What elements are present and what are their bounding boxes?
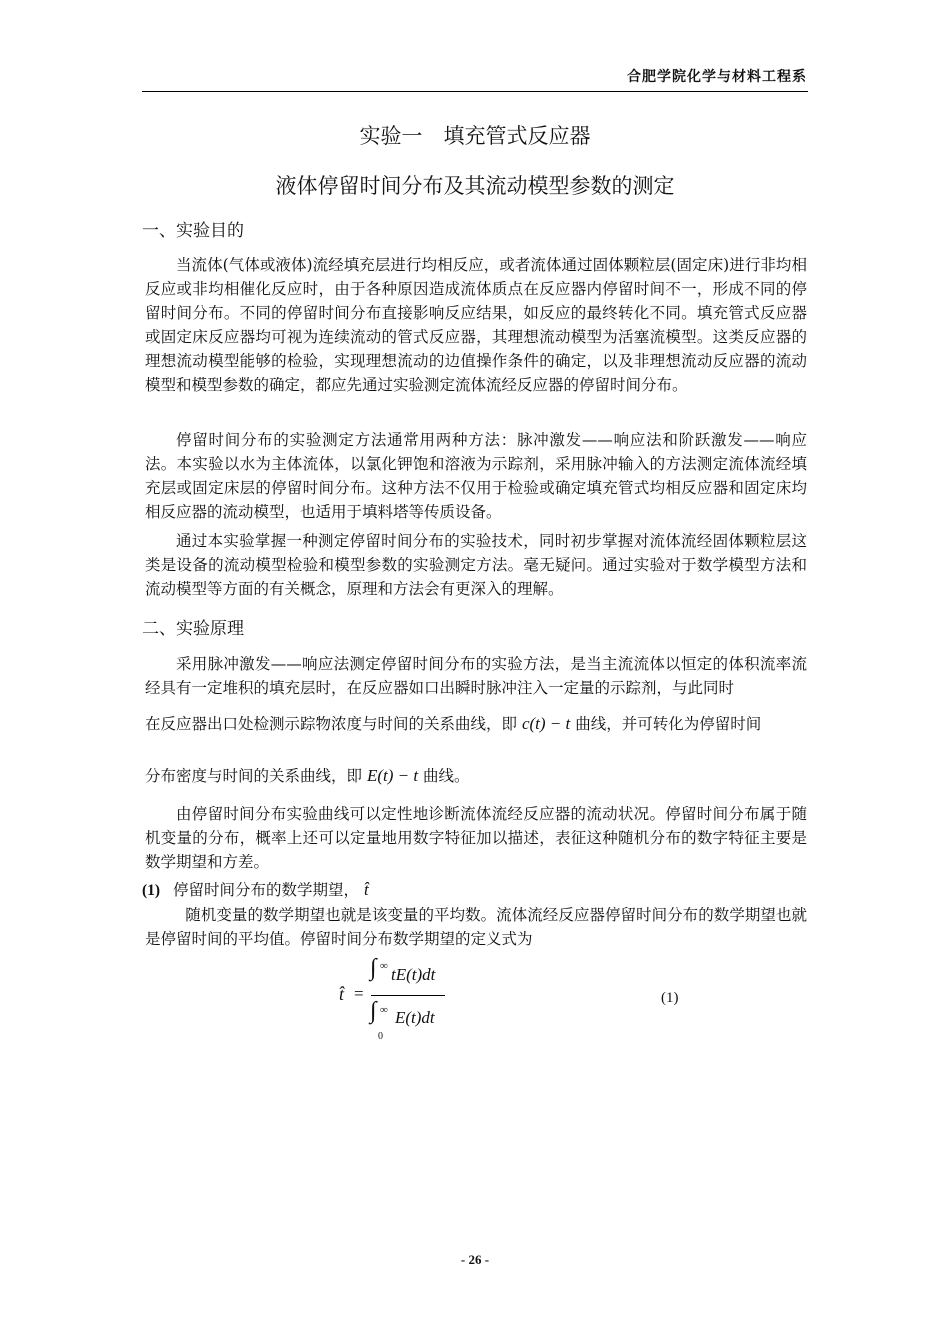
page-header: 合肥学院化学与材料工程系 <box>627 69 807 85</box>
page-number: - 26 - <box>460 1252 490 1267</box>
header-rule <box>142 91 808 92</box>
c-curve-text-after: 曲线，并可转化为停留时间 <box>575 715 762 733</box>
principle-line-e-curve <box>145 764 470 786</box>
numerator-integral-sign: ∫ <box>370 955 377 981</box>
c-curve-text-before: 在反应器出口处检测示踪物浓度与时间的关系曲线，即 <box>145 715 518 733</box>
c-curve-formula: c(t) − t <box>521 714 571 733</box>
equation-denominator: E(t)dt <box>395 1008 435 1027</box>
equation-lhs: t̂ <box>339 984 345 1004</box>
fraction-bar <box>371 995 445 996</box>
numerator-upper-limit: ∞ <box>380 960 388 972</box>
purpose-paragraph-3: 通过本实验掌握一种测定停留时间分布的实验技术，同时初步掌握对流体流经固体颗粒层这类是设备的流动模型检验和模型参数的实验测定方法。毫无疑问。通过实验对于数学模型方法和流动模型等方面的有关概念，原理和方法会有更深入的理解。 <box>145 532 807 598</box>
e-curve-text-before: 分布密度与时间的关系曲线，即 <box>145 767 363 785</box>
denominator-integral-sign: ∫ <box>370 998 377 1024</box>
principle-paragraph-1: 采用脉冲激发——响应法测定停留时间分布的实验方法，是当主流流体以恒定的体积流率流经具有一定堆积的填充层时，在反应器如口出瞬时脉冲注入一定量的示踪剂，与此同时 <box>145 655 807 697</box>
item-1-symbol: t̂ <box>363 880 369 899</box>
equation-numerator: tE(t)dt <box>391 965 436 984</box>
equation-equals: = <box>354 984 364 1003</box>
experiment-subtitle: 液体停留时间分布及其流动模型参数的测定 <box>275 174 675 198</box>
equation-number: (1) <box>661 990 679 1006</box>
item-1-number: (1) <box>142 882 161 899</box>
principle-paragraph-2: 由停留时间分布实验曲线可以定性地诊断流体流经反应器的流动状况。停留时间分布属于随机变量的分布，概率上还可以定量地用数字特征加以描述，表征这种随机分布的数字特征主要是数学期望和方差。 <box>145 805 807 871</box>
e-curve-text-after: 曲线。 <box>423 767 470 785</box>
e-curve-formula: E(t) − t <box>366 766 419 785</box>
item-1-text: 停留时间分布的数学期望， <box>173 881 360 899</box>
section-heading-purpose: 一、实验目的 <box>142 221 244 241</box>
section-heading-principle: 二、实验原理 <box>142 619 244 639</box>
denominator-upper-limit: ∞ <box>380 1004 388 1016</box>
purpose-paragraph-1: 当流体(气体或液体)流经填充层进行均相反应，或者流体通过固体颗粒层(固定床)进行非均相反应或非均相催化反应时，由于各种原因造成流体质点在反应器内停留时间不一，形成不同的停留时间分布。不同的停留时间分布直接影响反应结果，如反应的最终转化不同。填充管式反应器或固定床反应器均可视为连续流动的管式反应器，其理想流动模型为活塞流模型。这类反应器的理想流动模型能够的检验，实现理想流动的边值操作条件的确定，以及非理想流动反应器的流动模型和模型参数的确定，都应先通过实验测定流体流经反应器的停留时间分布。 <box>145 256 807 394</box>
principle-paragraph-3: 随机变量的数学期望也就是该变量的平均数。流体流经反应器停留时间分布的数学期望也就是停留时间的平均值。停留时间分布数学期望的定义式为 <box>145 906 807 948</box>
item-1-heading <box>142 878 369 900</box>
experiment-title: 实验一 填充管式反应器 <box>359 124 591 148</box>
purpose-paragraph-2: 停留时间分布的实验测定方法通常用两种方法：脉冲激发——响应法和阶跃激发——响应法。本实验以水为主体流体，以氯化钾饱和溶液为示踪剂，采用脉冲输入的方法测定流体流经填充层或固定床层的停留时间分布。这种方法不仅用于检验或确定填充管式均相反应器和固定床均相反应器的流动模型，也适用于填料塔等传质设备。 <box>145 431 807 521</box>
principle-line-c-curve <box>145 712 761 734</box>
denominator-lower-limit: 0 <box>378 1031 383 1042</box>
